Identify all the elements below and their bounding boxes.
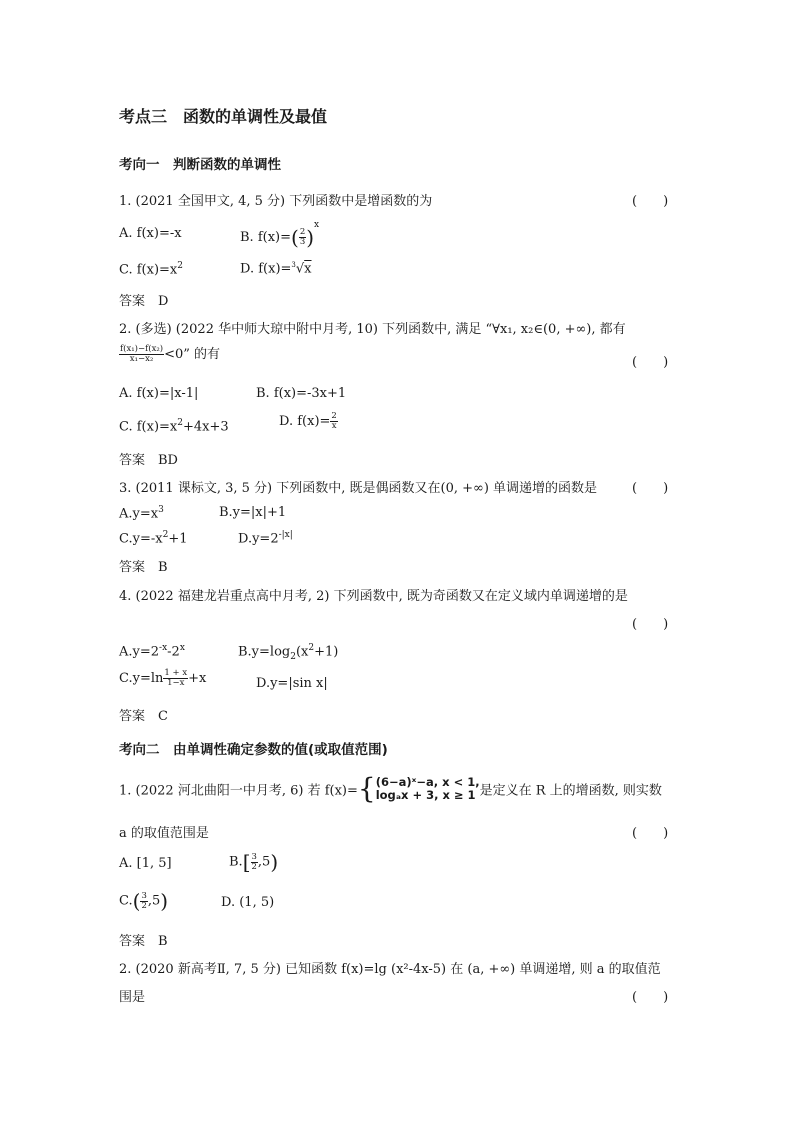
q3-option-b: B.y=|x|+1 — [219, 505, 287, 520]
s2-q1-option-d: D. (1, 5) — [221, 895, 275, 910]
q3-answer: 答案 B — [119, 560, 168, 575]
s2-question-1-stem: 1. (2022 河北曲阳一中月考, 6) 若 f(x)={ (6−a)ˣ−a, x < 1, logₐx + 3, x ≥ 1 是定义在 R 上的增函数, 则实数 — [119, 772, 662, 805]
heading-section-1: 考向一 判断函数的单调性 — [119, 157, 281, 173]
q2-option-b: B. f(x)=-3x+1 — [256, 386, 347, 401]
answer-paren: ( ) — [632, 826, 669, 841]
heading-section-2: 考向二 由单调性确定参数的值(或取值范围) — [119, 742, 388, 758]
question-2-stem: 2. (多选) (2022 华中师大琼中附中月考, 10) 下列函数中, 满足 “∀x₁, x₂∈(0, +∞), 都有 — [119, 322, 626, 337]
answer-paren: ( ) — [632, 355, 669, 370]
q1-option-d: D. f(x)=$^3$√x — [240, 261, 312, 277]
answer-paren: ( ) — [632, 194, 669, 209]
q1-option-b: B. f(x)=( $\frac{2}{3}$ )$^x$ — [240, 220, 320, 250]
s2-question-2-stem: 2. (2020 新高考Ⅱ, 7, 5 分) 已知函数 f(x)=lg (x²-4x-5) 在 (a, +∞) 单调递增, 则 a 的取值范 — [119, 962, 661, 977]
section-title: 考点三 函数的单调性及最值 — [119, 107, 328, 126]
q4-option-b: $B.y=\log_2(x^2+1)$ — [238, 643, 339, 662]
question-2-condition: $\frac{\text{f(x₁)−f(x₂)}}{\text{x₁−x₂}}$ <0” 的有 — [120, 344, 221, 364]
q1-answer: 答案 D — [119, 294, 169, 309]
q3-option-c: $C.y=-x^2+1$ — [119, 530, 188, 547]
question-4-stem: 4. (2022 福建龙岩重点高中月考, 2) 下列函数中, 既为奇函数又在定义域内单调递增的是 — [119, 589, 628, 604]
s2-question-2-line2: 围是 — [119, 990, 146, 1005]
q3-option-a: $A.y=x^3$ — [119, 505, 164, 522]
s2-q1-option-c: C.( $\frac{3}{2}$ ,5) — [119, 889, 169, 913]
q2-option-c: C. $f(x)=x^2+4x+3$ — [119, 418, 229, 435]
s2-question-1-line2: a 的取值范围是 — [119, 826, 209, 841]
q2-option-a: A. f(x)=|x-1| — [119, 386, 199, 401]
question-3-stem: 3. (2011 课标文, 3, 5 分) 下列函数中, 既是偶函数又在(0, +∞) 单调递增的函数是 — [119, 481, 598, 496]
answer-paren: ( ) — [632, 990, 669, 1005]
q4-answer: 答案 C — [119, 709, 168, 724]
q1-option-a: A. f(x)=-x — [119, 226, 182, 241]
s2-q1-option-a: A. [1, 5] — [119, 856, 172, 871]
answer-paren: ( ) — [632, 481, 669, 496]
q4-option-a: $A.y=2^{-x}-2^x$ — [119, 643, 185, 660]
q3-option-d: $D.y=2^{-|x|}$ — [238, 530, 293, 547]
answer-paren: ( ) — [632, 617, 669, 632]
q2-option-d: D. f(x)= $\frac{2}{x}$ — [279, 411, 337, 431]
s2-q1-option-b: B.[ $\frac{3}{2}$ ,5) — [229, 850, 279, 874]
s2-q1-answer: 答案 B — [119, 934, 168, 949]
q2-answer: 答案 BD — [119, 453, 178, 468]
q4-option-c: C.y=ln $\frac{1 + x}{1-x}$ +x — [119, 668, 207, 688]
q4-option-d: D.y=|sin x| — [256, 676, 328, 691]
question-1-stem: 1. (2021 全国甲文, 4, 5 分) 下列函数中是增函数的为 — [119, 194, 433, 209]
q1-option-c: C. $f(x)=x^2$ — [119, 261, 183, 278]
